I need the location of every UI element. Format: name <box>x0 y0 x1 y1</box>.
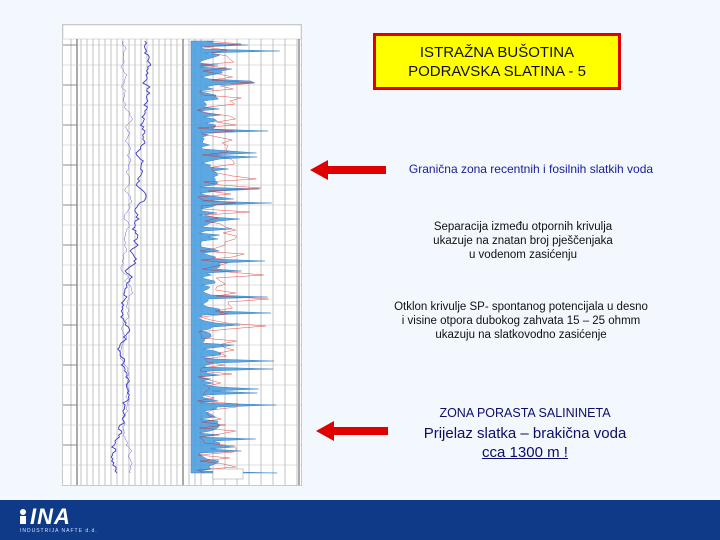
boundary-zone-note: Granična zona recentnih i fosilnih slatkih voda <box>408 162 654 176</box>
red-arrow-icon <box>310 160 390 180</box>
separation-line-2: ukazuje na znatan broj pješčenjaka <box>433 235 613 247</box>
logo-subtitle: INDUSTRIJA NAFTE d.d. <box>20 528 98 534</box>
separation-line-1: Separacija između otpornih krivulja <box>433 221 613 233</box>
red-arrow-icon <box>316 421 390 441</box>
transition-line-1: Prijelaz slatka – brakična voda <box>423 425 627 442</box>
title-line-1: ISTRAŽNA BUŠOTINA <box>419 43 575 61</box>
salinity-zone-note: ZONA PORASTA SALININETA <box>439 406 611 420</box>
sp-line-2: i visine otpora dubokog zahvata 15 – 25 ohmm <box>401 315 641 327</box>
title-line-2: PODRAVSKA SLATINA - 5 <box>408 62 586 80</box>
transition-note <box>394 424 656 462</box>
sp-deflection-note <box>372 300 670 342</box>
separation-note <box>408 220 638 262</box>
separation-line-3: u vodenom zasićenju <box>468 249 578 261</box>
footer-bar <box>0 500 720 540</box>
well-log-chart <box>63 25 301 485</box>
logo-text: INA <box>30 504 71 529</box>
title-box <box>373 33 621 90</box>
sp-line-1: Otklon krivulje SP- spontanog potencijala u desno <box>394 301 648 313</box>
transition-line-2: cca 1300 m ! <box>482 444 568 461</box>
sp-line-3: ukazuju na slatkovodno zasićenje <box>435 329 607 341</box>
well-log-image <box>62 24 302 486</box>
